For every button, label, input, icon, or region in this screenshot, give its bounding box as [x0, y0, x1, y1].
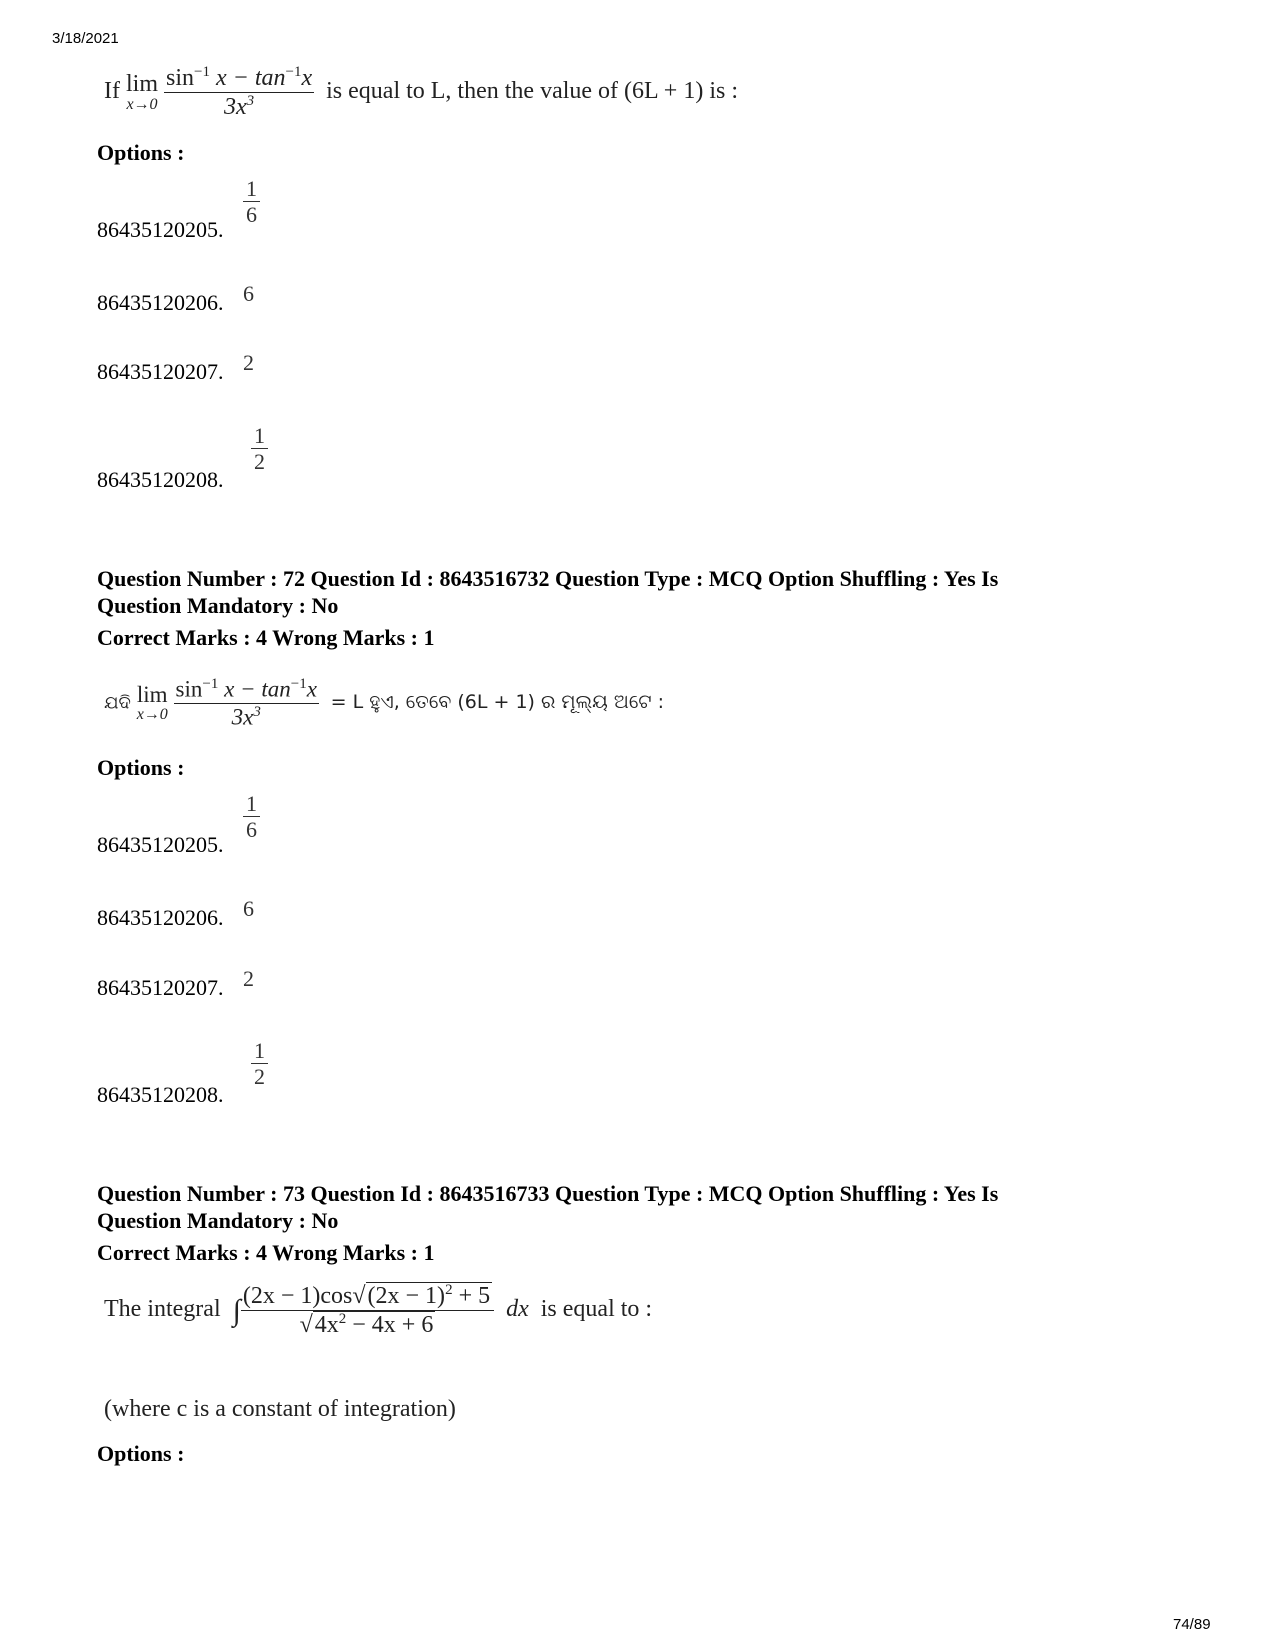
q71-option-4-value: 1 2 — [251, 423, 268, 475]
q72-option-1-id: 86435120205. — [97, 832, 224, 857]
q72-option-3-id: 86435120207. — [97, 975, 224, 1000]
q73-stem — [104, 1282, 652, 1339]
q73-meta-line1: Question Number : 73 Question Id : 8643516733 Question Type : MCQ Option Shuffling : Yes Is — [97, 1181, 999, 1206]
q72-option-4-id: 86435120208. — [97, 1082, 224, 1107]
page-number: 74/89 — [1173, 1616, 1211, 1633]
q72-options-label: Options : — [97, 755, 185, 780]
q72-meta-line2: Question Mandatory : No — [97, 593, 339, 618]
q73-note: (where c is a constant of integration) — [104, 1396, 456, 1422]
q72-option-1-value: 1 6 — [243, 791, 260, 843]
q71-option-3-value: 2 — [243, 350, 254, 375]
q71-prefix: If — [104, 78, 120, 105]
q71-limit: lim x→0 — [125, 70, 158, 113]
q73-suffix: is equal to : — [540, 1296, 653, 1323]
q71-fraction: $\frac{\sin^{-1} x - \tan^{-1}x}{3x^3}$ — [166, 64, 313, 120]
q71-option-1-id: 86435120205. — [97, 217, 224, 242]
q72-option-3-value: 2 — [243, 966, 254, 991]
q73-prefix: The integral — [104, 1296, 221, 1323]
q71-option-3-id: 86435120207. — [97, 359, 224, 384]
q72-fraction: $\frac{\sin^{-1} x - \tan^{-1}x}{3x^3}$ — [175, 676, 317, 730]
q72-option-2-value: 6 — [243, 896, 254, 921]
q72-limit: lim x→0 — [136, 681, 168, 723]
q71-stem — [104, 64, 738, 121]
q73-dx: dx — [506, 1296, 529, 1323]
q73-marks: Correct Marks : 4 Wrong Marks : 1 — [97, 1240, 435, 1265]
q73-fraction: $\frac{(2x - 1)\cos√(2x - 1)^2 + 5}{√4x^2 - 4x + 6}$ — [241, 1282, 494, 1339]
q71-option-4-id: 86435120208. — [97, 467, 224, 492]
q73-meta-line2: Question Mandatory : No — [97, 1208, 339, 1233]
q71-suffix: is equal to L, then the value of (6L + 1) is : — [326, 78, 739, 105]
q72-option-2-id: 86435120206. — [97, 905, 224, 930]
q73-options-label: Options : — [97, 1441, 185, 1466]
q72-meta-line1: Question Number : 72 Question Id : 8643516732 Question Type : MCQ Option Shuffling : Yes Is — [97, 566, 999, 591]
q71-option-2-value: 6 — [243, 281, 254, 306]
q71-options-label: Options : — [97, 140, 185, 165]
print-date: 3/18/2021 — [52, 30, 119, 47]
q72-stem — [104, 676, 664, 730]
q71-option-2-id: 86435120206. — [97, 290, 224, 315]
q71-option-1-value: 1 6 — [243, 176, 260, 228]
q72-suffix: = L ହୁଏ, ତେବେ (6L + 1) ର ମୂଲ୍ୟ ଅଟେ : — [330, 691, 664, 714]
q72-prefix: ଯଦି — [104, 692, 131, 714]
integral-sign: ∫ — [232, 1293, 241, 1327]
q72-marks: Correct Marks : 4 Wrong Marks : 1 — [97, 625, 435, 650]
q72-option-4-value: 1 2 — [251, 1038, 268, 1090]
